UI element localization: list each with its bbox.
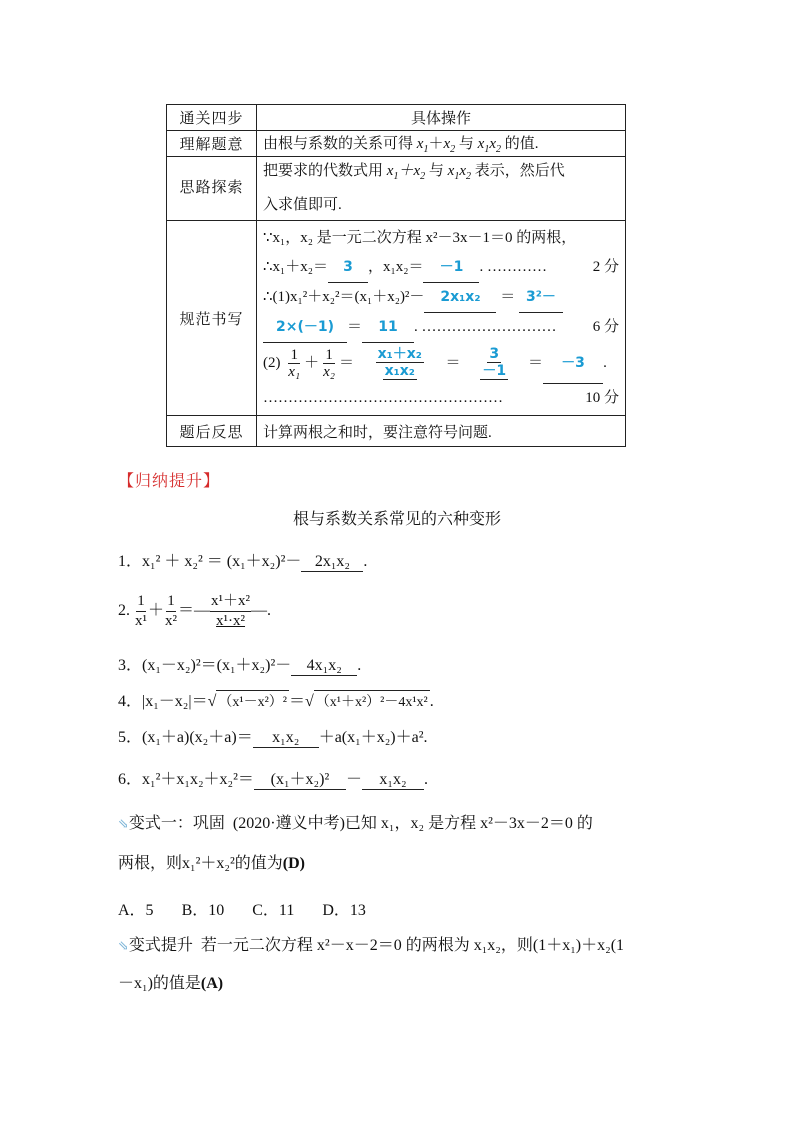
option-b: B．10 bbox=[181, 902, 225, 919]
understand-mid: 与 bbox=[458, 136, 474, 152]
answer-3-squared: 3²－ bbox=[519, 283, 563, 313]
table-row bbox=[167, 131, 626, 157]
line4-eq: ＝ bbox=[347, 318, 363, 335]
answer-2-times-neg1: 2×(－1) bbox=[263, 313, 347, 343]
understand-post: 的值. bbox=[504, 136, 539, 152]
step-writing: 规范书写 bbox=[167, 221, 257, 416]
answer-sum: 3 bbox=[328, 253, 368, 283]
line3-pre: ∴(1)x₁²＋x₂²＝(x₁＋x₂)²－ bbox=[263, 288, 425, 305]
writing-line1: ∵x₁，x₂ 是一元二次方程 x²－3x－1＝0 的两根， bbox=[263, 229, 577, 246]
variant1-answer: (D) bbox=[282, 855, 306, 872]
answer-fraction-sum-over-product: $\frac{\text{x₁＋x₂}}{\text{x₁x₂}}$ bbox=[377, 346, 422, 380]
line2-pre: ∴x₁＋x₂＝ bbox=[263, 258, 329, 275]
option-c: C．11 bbox=[252, 902, 295, 919]
formula-3-blank: 4x₁x₂ bbox=[291, 657, 357, 676]
summary-title: 根与系数关系常见的六种变形 bbox=[292, 511, 501, 528]
formula-item-6: 6．x₁²＋x₁x₂＋x₂²＝ (x₁＋x₂)² － x₁x₂ . bbox=[118, 766, 428, 790]
sym-x1x2: $x_1x_2$ bbox=[477, 136, 501, 155]
variant1-expr: x₁²＋x₂² bbox=[182, 855, 235, 872]
formula-item-5: 5．(x₁＋a)(x₂＋a)＝ x₁x₂ ＋a(x₁＋x₂)＋a². bbox=[118, 729, 428, 746]
line3-eq: ＝ bbox=[500, 288, 516, 305]
step-understand: 理解题意 bbox=[167, 131, 257, 157]
sym-prod: $x_1x_2$ bbox=[447, 163, 471, 182]
header-step-cell: 通关四步 bbox=[167, 105, 257, 131]
score-6: 6 分 bbox=[592, 318, 619, 335]
explore-line2: 入求值即可. bbox=[263, 197, 342, 213]
variant2-label: 变式提升 bbox=[128, 937, 193, 954]
variant1-line1 bbox=[118, 810, 678, 833]
score-10: 10 分 bbox=[585, 389, 619, 406]
steps-table bbox=[166, 104, 626, 447]
writing-line2 bbox=[263, 253, 619, 283]
answer-neg3: －3 bbox=[543, 343, 603, 384]
table-row bbox=[167, 221, 626, 416]
sym-x1: $x_1$ bbox=[416, 136, 429, 155]
line2-dots: . ………… bbox=[479, 258, 547, 275]
header-operation-cell: 具体操作 bbox=[257, 105, 626, 131]
explore-text bbox=[257, 157, 626, 221]
option-a: A．5 bbox=[118, 902, 154, 919]
explore-mid: 与 bbox=[428, 163, 444, 179]
variant2-text-a: 若一元二次方程 x²－x－2＝0 的两根为 x₁x₂，则(1＋x₁)＋x₂(1 bbox=[200, 937, 625, 954]
sqrt-2: （x¹＋x²）²－4x¹x² bbox=[314, 690, 430, 711]
formula-item-2: 2. $\frac{1}{\text{x¹}}$ ＋ $\frac{1}{\text{x²}}$ ＝— $\frac{\text{x¹＋x²}}{\text{x¹·x²}}$ —. bbox=[118, 593, 272, 629]
variant1-line2: 两根，则x₁²＋x₂²的值为(D) bbox=[118, 855, 306, 872]
answer-2x1x2: 2x₁x₂ bbox=[424, 283, 496, 313]
writing-cell bbox=[257, 221, 626, 416]
formula-item-3: 3．(x₁－x₂)²＝(x₁＋x₂)²－ 4x₁x₂ . bbox=[118, 657, 362, 674]
variant1-text-a: (2020·遵义中考)已知 x₁，x₂ 是方程 x²－3x－2＝0 的 bbox=[232, 815, 593, 832]
line4-dots: . ……………………… bbox=[414, 318, 557, 335]
fraction-1-over-x2: $\frac{1}{\text{x²}}$ bbox=[165, 593, 178, 629]
writing-line6 bbox=[263, 384, 619, 413]
answer-fraction-3-over-neg1: $\frac{3}{-1}$ bbox=[482, 346, 507, 380]
sym-x2: $x_2$ bbox=[443, 136, 456, 155]
formula-6-blank-1: (x₁＋x₂)² bbox=[254, 766, 346, 790]
question-icon: ⇘ bbox=[118, 938, 129, 953]
writing-line3 bbox=[263, 283, 619, 313]
writing-line5: (2) $\frac{1}{\text{x₁}}$ ＋ $\frac{1}{\text{x₂}}$ ＝ $\frac{\text{x₁＋x₂}}{\text{x₁x₂}}$ ＝ $\frac{3}{-1}$ ＝ －3 . bbox=[263, 343, 619, 384]
explore-post: 表示，然后代 bbox=[474, 163, 565, 179]
answer-product: －1 bbox=[423, 253, 479, 283]
line2-mid: ，x₁x₂＝ bbox=[368, 258, 424, 275]
sqrt-1: （x¹－x²）² bbox=[216, 690, 289, 711]
understand-pre: 由根与系数的关系可得 bbox=[263, 136, 414, 152]
variant2-line1 bbox=[118, 932, 678, 955]
step-reflect: 题后反思 bbox=[167, 416, 257, 447]
formula-2-blank: $\frac{\text{x¹＋x²}}{\text{x¹·x²}}$ bbox=[211, 593, 251, 629]
question-icon: ⇘ bbox=[118, 816, 129, 831]
explore-pre: 把要求的代数式用 bbox=[263, 163, 384, 179]
formula-1-blank: 2x₁x₂ bbox=[301, 553, 363, 572]
fraction-1-x2: $\frac{1}{\text{x₂}}$ bbox=[323, 346, 336, 380]
step-explore: 思路探索 bbox=[167, 157, 257, 221]
fraction-1-x1: $\frac{1}{\text{x₁}}$ bbox=[288, 346, 301, 380]
fraction-1-over-x1: $\frac{1}{\text{x¹}}$ bbox=[135, 593, 147, 629]
table-row bbox=[167, 157, 626, 221]
formula-6-blank-2: x₁x₂ bbox=[362, 771, 424, 790]
writing-line4 bbox=[263, 313, 619, 343]
plus-sign: ＋ bbox=[428, 136, 444, 152]
formula-item-1: 1．x₁² ＋ x₂² ＝ (x₁＋x₂)²－ 2x₁x₂ . bbox=[118, 553, 368, 570]
reflect-text: 计算两根之和时，要注意符号问题. bbox=[257, 416, 626, 447]
option-d: D．13 bbox=[322, 902, 366, 919]
understand-text bbox=[257, 131, 626, 157]
sym-sum: $x_1+x_2$ bbox=[386, 163, 426, 182]
line6-dots: ………………………………………… bbox=[263, 389, 503, 406]
score-2: 2 分 bbox=[592, 258, 619, 275]
line5-pre: (2) bbox=[263, 354, 281, 371]
formula-item-4: 4．|x₁－x₂|＝√ （x¹－x²）² ＝√ （x¹＋x²）²－4x¹x² . bbox=[118, 688, 434, 711]
summary-tag: 【归纳提升】 bbox=[118, 473, 221, 490]
variant2-answer: (A) bbox=[200, 975, 224, 992]
variant1-label: 变式一：巩固 bbox=[128, 815, 225, 832]
variant1-options bbox=[118, 897, 678, 920]
table-row bbox=[167, 105, 626, 131]
answer-11: 11 bbox=[362, 313, 414, 343]
table-row bbox=[167, 416, 626, 447]
formula-5-blank: x₁x₂ bbox=[253, 729, 319, 748]
variant2-line2: －x₁)的值是(A) bbox=[118, 975, 224, 992]
